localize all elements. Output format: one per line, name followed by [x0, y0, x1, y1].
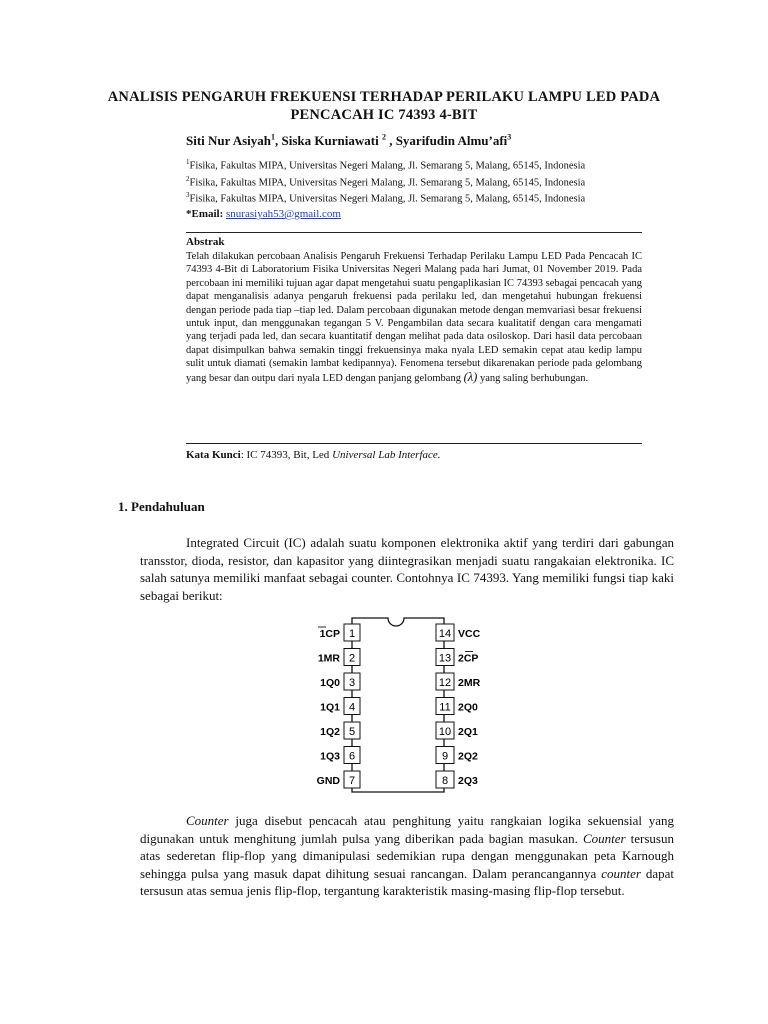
pin-number: 5 [348, 726, 356, 738]
author-1: Siti Nur Asiyah$^1$, [186, 133, 282, 149]
pin-number: 1 [348, 628, 356, 640]
affiliation-2: $^2$Fisika, Fakultas MIPA, Universitas Negeri Malang, Jl. Semarang 5, Malang, 65145, Indonesia [186, 174, 586, 188]
pin-number: 3 [348, 677, 356, 689]
pin-number: 6 [348, 750, 356, 763]
keywords-label: Kata Kunci [186, 449, 241, 461]
author-list [186, 133, 686, 149]
pin-label: 1Q2 [320, 726, 340, 738]
pin-number: 12 [438, 677, 452, 689]
affiliations [186, 156, 646, 206]
pin-number: 11 [439, 701, 451, 714]
affiliation-1: $^1$Fisika, Fakultas MIPA, Universitas Negeri Malang, Jl. Semarang 5, Malang, 65145, Indonesia [186, 158, 586, 172]
pin-number: 14 [438, 628, 452, 640]
paper-title [60, 88, 708, 124]
pin-label: 2Q1 [458, 726, 478, 738]
paragraph-run: Counter [582, 830, 626, 846]
chip-body [352, 618, 444, 792]
abstract-bottom-rule [186, 443, 642, 444]
pin-number: 8 [441, 775, 449, 787]
abstract-top-rule [186, 232, 642, 233]
pin-number: 10 [438, 726, 452, 738]
intro-paragraph-1: Integrated Circuit (IC) adalah suatu komponen elektronika aktif yang terdiri dari gabungan transstor, dioda, resistor, dan kapasitor yang diintegrasikan menjadi suatu rangakaian elektronika. IC salah satunya memiliki manfaat sebagai counter. Contohnya IC 74393. Yang memiliki fungsi tiap kaki sebagai berikut: [140, 535, 674, 603]
pin-label: GND [316, 775, 340, 787]
author-3: Syarifudin Almu’afi$^3$ [395, 133, 512, 149]
abstract-text: Telah dilakukan percobaan Analisis Pengaruh Frekuensi Terhadap Perilaku Lampu LED Pada Pencacah IC 74393 4-Bit di Laboratorium Fisika Universitas Negeri Malang pada hari Jumat, 01 November 2019. Pada percobaan ini memiliki tujuan agar dapat mengetahui suatu pengaplikasian IC 74393 sebagai pencacah yang dapat menganalisis adanya pengaruh frekuensi pada perilaku led, dan mengetahui hubungan frekuensi dengan periode pada tiap –tiap led. Dalam percobaan digunakan metode dengan memvariasi besar frekuensi untuk input, dan menggunakan tegangan 5 V. Pengambilan data secara kualitatif dengan cara mengamati yang terjadi pada led, dan secara kuantitatif dengan melihat pada data osiloskop. Dari hasil data percobaan dapat disimpulkan bahwa semakin tinggi frekuensinya maka nyala LED semakin cepat atau kedip lampu sulit untuk diamati (semakin lambat kedipannya). Fenomena tersebut dikarenakan periode pada gelombang yang besar dan outpu dari nyala LED dengan panjang gelombang (λ) yang saling berhubungan. [186, 251, 642, 384]
title-line-1: ANALISIS PENGARUH FREKUENSI TERHADAP PERILAKU LAMPU LED PADA [107, 89, 661, 105]
pin-label: 2Q2 [458, 750, 478, 763]
pin-label: 1Q3 [320, 750, 340, 763]
paragraph-run: dapat tersusun atas semua jenis flip-flop, tergantung karakteristik masing-masing flip-flop tersebut. [140, 865, 674, 899]
lambda-symbol: (λ) [463, 369, 478, 384]
paragraph-run: tersusun atas sederetan flip-flop yang dimanipulasi sedemikian rupa dengan menggunakan peta Karnough sehingga pulsa yang masuk dapat dihitung sesuai rancangan. Dalam perancangannya [140, 830, 674, 881]
pin-label: 1Q1 [320, 701, 340, 714]
contact-email [186, 208, 341, 220]
pin-label: 2MR [458, 677, 481, 689]
pin-label: 2CP [458, 652, 479, 665]
abstract-heading: Abstrak [186, 236, 225, 248]
email-link[interactable]: snurasiyah53@gmail.com [226, 208, 341, 220]
paragraph-run: juga disebut pencacah atau penghitung yaitu rangkaian logika sekuensial yang digunakan untuk menghitung jumlah pulsa yang diberikan pada bagian masukan. [140, 813, 674, 846]
pin-label: 2Q0 [458, 701, 478, 714]
paragraph-run: Counter [186, 813, 229, 828]
pin-number: 13 [438, 652, 452, 665]
pin-number: 7 [348, 775, 356, 787]
ic-74393-pinout-diagram [296, 612, 492, 798]
author-2: Siska Kurniawati $^2$ , [281, 133, 396, 149]
intro-paragraph-2 [140, 812, 674, 900]
section-heading-introduction: 1. Pendahuluan [118, 499, 205, 514]
pin-label: 1MR [317, 652, 340, 665]
email-label: *Email: [186, 208, 227, 220]
pin-label: 1CP [319, 628, 340, 640]
pin-label: 2Q3 [458, 775, 478, 787]
paragraph-run: counter [601, 865, 641, 881]
pin-number: 4 [348, 701, 356, 714]
pin-label: VCC [458, 628, 481, 640]
pin-number: 9 [441, 750, 449, 763]
affiliation-3: $^3$Fisika, Fakultas MIPA, Universitas Negeri Malang, Jl. Semarang 5, Malang, 65145, Indonesia [186, 191, 586, 205]
pin-number: 2 [348, 652, 356, 665]
pin-label: 1Q0 [320, 677, 340, 689]
title-line-2: PENCACAH IC 74393 4-BIT [290, 107, 478, 123]
keywords: Kata Kunci: IC 74393, Bit, Led Universal Lab Interface. [186, 449, 441, 461]
